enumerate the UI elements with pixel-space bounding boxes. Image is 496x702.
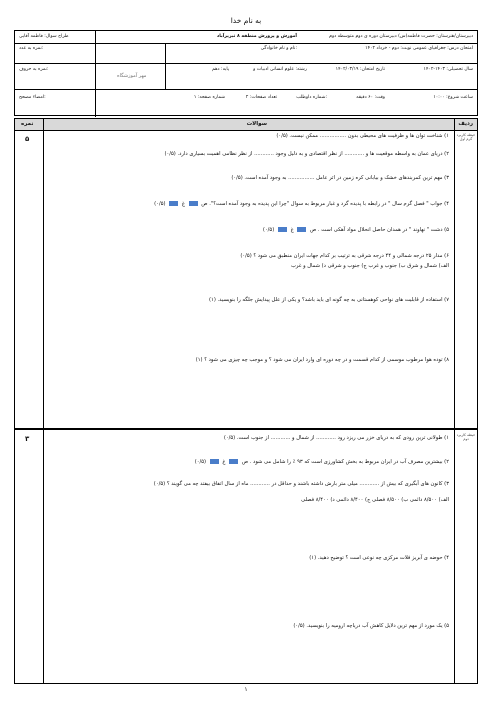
designer: طراح سوال: فاطمه آقایی (19, 34, 69, 39)
exam-date: تاریخ امتحان: ۱۴۰۲/۰۳/۱۹ (335, 67, 385, 72)
true-label: ص (241, 459, 249, 465)
score-heading: نمره (21, 121, 34, 127)
question-2-1: ۱) طولانی ترین رودی که به دریای خزر می ریزد رود ............ از شمال و ............ از جنوب است. (۰/۵) (223, 435, 449, 441)
question-2-2-score: (۰/۵) (194, 459, 207, 465)
section1-label: حیطه کاربرد گرم اول (456, 133, 476, 141)
question-1-2: ۲) دریای عمان به واسطه موقعیت ها و ............ از نظر اقتصادی و به دلیل وجود ............ از نظر نظامی اهمیت بسیاری دارد. (۰/۵) (164, 151, 449, 157)
question-1-6: ۶) مدار ۲۵ درجه شمالی و ۴۴ درجه شرقی به ترتیب بر کدام جهات ایران منطبق می شود ؟ (۰/۵) (240, 253, 449, 259)
true-checkbox[interactable] (229, 459, 238, 464)
page-number: ۱ (244, 686, 248, 693)
class-level: پایه: دهم (212, 67, 229, 72)
question-1-5 (49, 227, 449, 234)
true-label: ص (309, 227, 317, 233)
question-2-5: ۵) یک مورد از مهم ترین دلایل کاهش آب دریاچه ارومیه را بنویسید. (۰/۵) (293, 623, 449, 629)
false-checkbox[interactable] (169, 201, 178, 206)
question-1-3: ۳) مهم ترین کمربندهای خشک و بیابانی کره زمین در اثر عامل ................ به وجود آمده است. (۰/۵) (231, 175, 449, 181)
question-2-3-options: الف) ۸/۵۰۰ دائمی ب) ۸/۵۰۰ فصلی ج) ۸/۴۰۰ دائمی د) ۸/۴۰۰ فصلی (301, 497, 449, 503)
question-1-7: ۷) استفاده از قابلیت های نواحی کوهستانی به چه گونه ای باید باشد؟ و یکی از علل پیدایش جلگه را بنویسید. (۱) (208, 297, 449, 303)
question-1-6-options: الف) شمال و شرق ب) جنوب و غرب ج) جنوب و شرقی د) شمال و غرب (290, 263, 449, 269)
section-divider (15, 428, 477, 430)
question-1-1: ۱) شناخت توان ها و ظرفیت های محیطی بدون ................ ممکن نیست. (۰/۵) (276, 133, 449, 139)
section2-label: حیطه کاربرد دوم (456, 433, 476, 441)
section1-score: ۵ (25, 135, 30, 143)
section2-score: ۳ (25, 435, 30, 443)
question-1-4-score: (۰/۵) (154, 201, 166, 207)
question-1-4 (49, 201, 449, 208)
school-name: دبیرستان/هنرستان: حضرت فاطمه(س) دبیرستان دوره ی دوم متوسطه دوم (329, 34, 473, 39)
page-index: شماره صفحه: ۱ (193, 95, 225, 100)
question-2-4: ۴) حوضه ی آبریز فلات مرکزی چه نوعی است ؟ توضیح دهید. (۱) (309, 555, 449, 561)
false-label: غ (290, 227, 294, 233)
page-count: تعداد صفحات: ۲ (245, 95, 277, 100)
question-1-5-score: (۰/۵) (262, 227, 275, 233)
false-checkbox[interactable] (278, 227, 287, 232)
false-label: غ (181, 201, 185, 207)
exam-page (14, 14, 478, 694)
question-1-8: ۸) توده هوا مرطوب موسمی از کدام قسمت و در چه دوره ای وارد ایران می شود ؟ و موجب چه چیزی می شود ؟ (۱) (195, 357, 449, 363)
question-2-2 (49, 459, 449, 466)
radif-heading: ردیف (458, 121, 473, 127)
field: رشته: علوم انسانی ادبیات و (253, 67, 307, 72)
table-header (15, 119, 477, 131)
question-1-4-text: ۴) جواب " فصل گرم سال " در رابطه با پدیده گرد و غبار مربوط به سوال "چرا این پدیده به وجود آمده است؟". ص (201, 201, 449, 207)
false-label: غ (222, 459, 226, 465)
start-time: ساعت شروع: ۱۰:۰۰ (433, 95, 473, 100)
score-number: نمره به عدد: (19, 46, 44, 51)
seat-number: شماره داوطلب: (296, 95, 327, 100)
questions-heading: سوالات (246, 121, 267, 127)
question-1-5-text: ۵) دشت " نهاوند " در همدان حاصل انحلال مواد آهکی است . (317, 227, 449, 233)
student-name: نام و نام خانوادگی: (260, 46, 297, 51)
true-checkbox[interactable] (189, 201, 198, 206)
exam-title: امتحان درس: جغرافیای عمومی نوبت: دوم - خرداد ۱۴۰۲ (365, 46, 473, 51)
corrector-signature: امضاء مصحح: (19, 95, 46, 100)
false-checkbox[interactable] (210, 459, 219, 464)
school-year: سال تحصیلی: ۱۴۰۳-۱۴۰۲ (423, 67, 473, 72)
school-stamp: مهر آموزشگاه (117, 73, 147, 79)
question-2-3: ۳) کانون های آبگیری که بیش از ............ میلی متر بارش داشته باشند و حداقل در ............ ماه از سال اتفاق بیفتد چه می گویند ؟ (۰/۵) (153, 481, 449, 487)
duration: وقت: ۶۰ دقیقه (356, 95, 385, 100)
score-words: نمره به حروف: (19, 67, 49, 72)
question-2-2-text: ۲) بیشترین مصرف آب در ایران مربوط به بخش کشاورزی است که ۹۳ ٪ را شامل می شود . (249, 459, 449, 465)
exam-header (14, 30, 478, 116)
education-office: آموزش و پرورش منطقه ۸ تبریزآباد (216, 34, 297, 39)
basmala: به نام خدا (230, 16, 262, 25)
true-checkbox[interactable] (297, 227, 306, 232)
questions-table (14, 118, 478, 684)
